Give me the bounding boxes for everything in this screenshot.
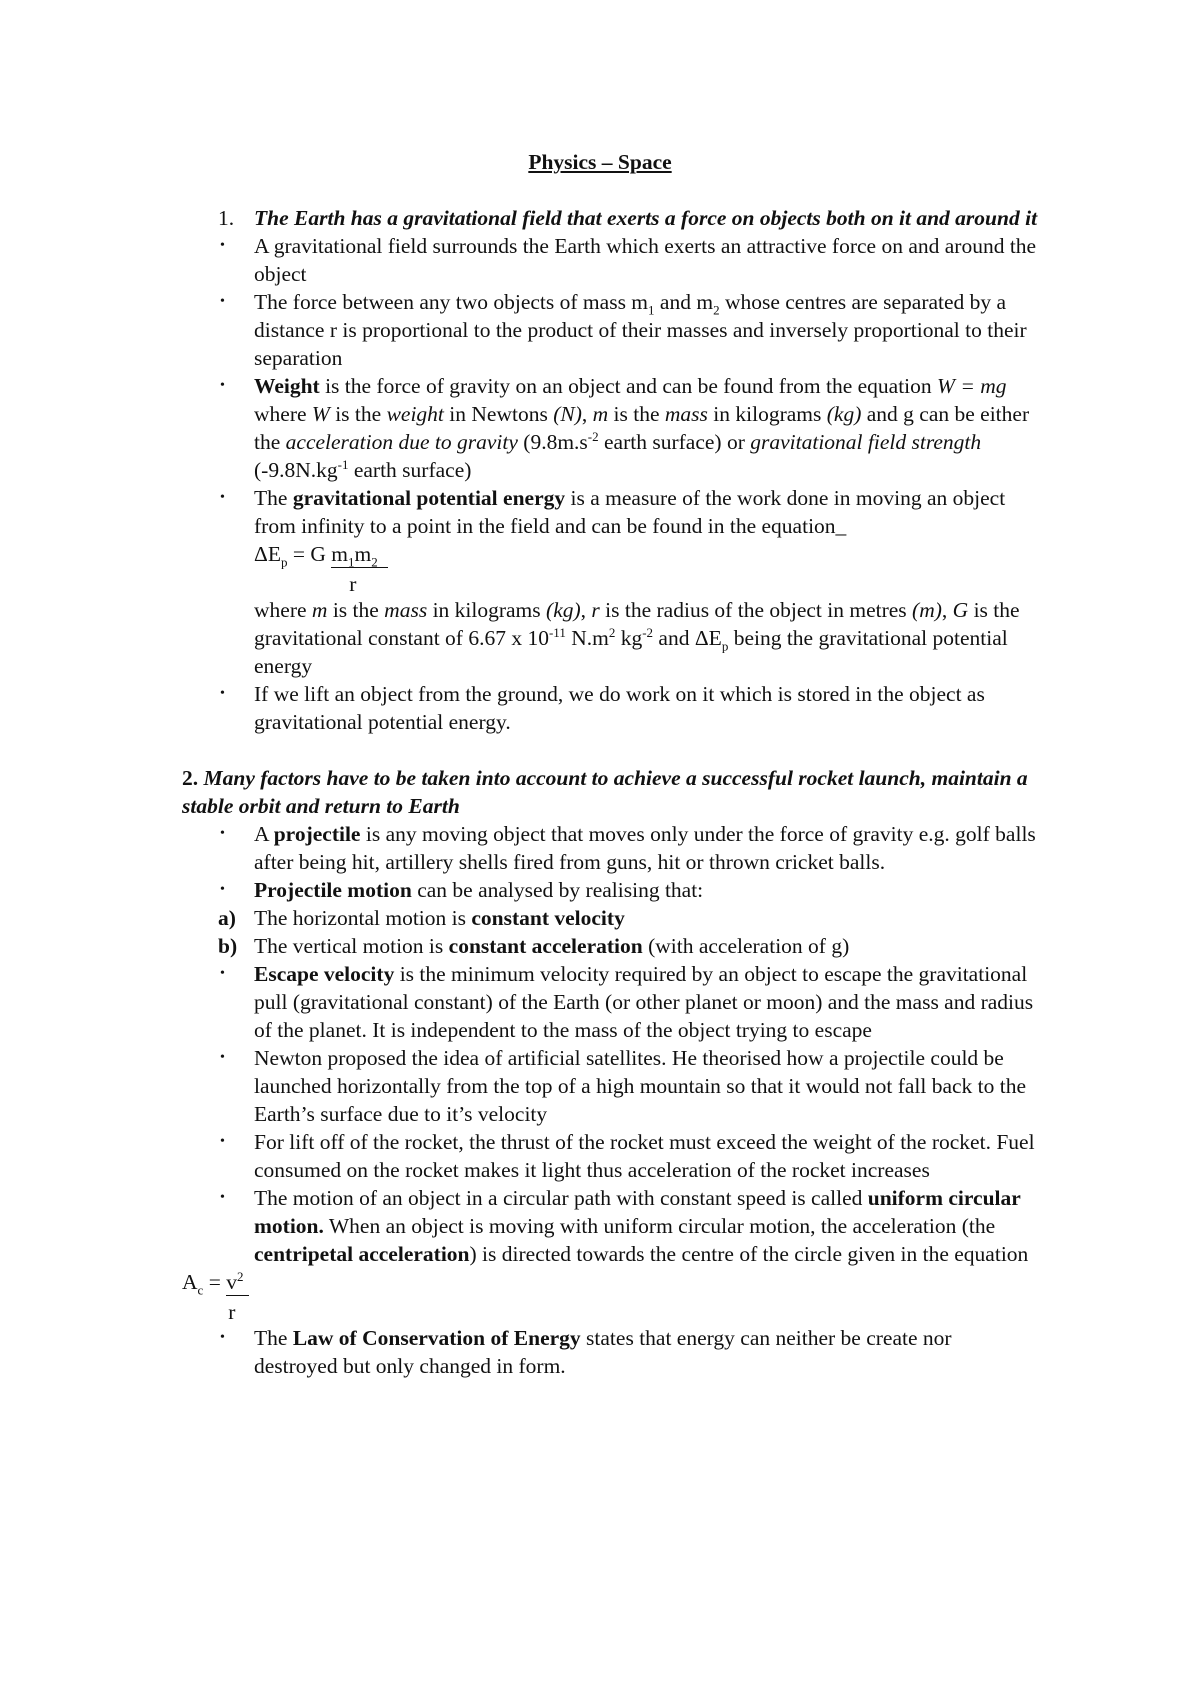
formula-numerator: $m_1m_2$ <box>331 541 388 568</box>
section-heading-text: Many factors have to be taken into account to achieve a successful rocket launch, maintain a stable orbit and return to Earth <box>182 766 1028 818</box>
bullet-icon: • <box>220 1190 225 1205</box>
centripetal-formula: $A_c = v^2$ r <box>182 1268 1038 1324</box>
bullet-icon: • <box>220 378 225 393</box>
list-item: • The gravitational potential energy is a measure of the work done in moving an object from infinity to a point in the field and can be found in the equation_ $\Delta E_p = G$ $m_1m_2$ r where m is the mass in kilograms (kg), r is the radius of the object in metres (m), G is the gravitational constant of 6.67 x $10^{-11}$ $N.m^2$ $kg^{-2}$ and $\Delta E_p$ being the gravitational potential energy <box>218 484 1038 680</box>
list-item-b: b) The vertical motion is constant acceleration (with acceleration of g) <box>218 934 850 958</box>
formula-numerator: $v^2$ <box>226 1269 249 1296</box>
bullet-icon: • <box>220 238 225 253</box>
list-item: • For lift off of the rocket, the thrust of the rocket must exceed the weight of the rocket. Fuel consumed on the rocket makes it light thus acceleration of the rocket increases <box>220 1130 1035 1182</box>
list-item: • The motion of an object in a circular path with constant speed is called uniform circular motion. When an object is moving with uniform circular motion, the acceleration (the centripetal acceleration) is directed towards the centre of the circle given in the equation <box>220 1186 1029 1266</box>
bullet-icon: • <box>220 490 225 505</box>
bullet-icon: • <box>220 1050 225 1065</box>
bullet-icon: • <box>220 882 225 897</box>
list-item: • Newton proposed the idea of artificial satellites. He theorised how a projectile could be launched horizontally from the top of a high mountain so that it would not fall back to the Earth’s surface due to it’s velocity <box>220 1046 1027 1126</box>
section-number: 1. <box>218 206 235 230</box>
section-1-heading <box>218 204 1038 232</box>
bullet-icon: • <box>220 966 225 981</box>
document-content <box>182 204 1038 1380</box>
page-title: Physics – Space <box>528 150 672 174</box>
bullet-icon: • <box>220 1134 225 1149</box>
list-item: • Escape velocity is the minimum velocity required by an object to escape the gravitational pull (gravitational constant) of the Earth (or other planet or moon) and the mass and radius of the planet. It is independent to the mass of the object trying to escape <box>220 962 1034 1042</box>
list-item: • Projectile motion can be analysed by realising that: <box>220 878 704 902</box>
gpe-formula: $\Delta E_p = G$ $m_1m_2$ r <box>254 540 1038 596</box>
formula-denominator: r <box>349 572 357 596</box>
bullet-icon: • <box>220 686 225 701</box>
list-item-a: a) The horizontal motion is constant velocity <box>218 906 625 930</box>
list-marker: b) <box>218 934 238 958</box>
list-marker: a) <box>218 906 236 930</box>
list-item: • The force between any two objects of mass $m_1$ and $m_2$ whose centres are separated by a distance r is proportional to the product of their masses and inversely proportional to their separation <box>220 290 1027 370</box>
list-item: • If we lift an object from the ground, we do work on it which is stored in the object as gravitational potential energy. <box>220 682 985 734</box>
section-2-heading <box>182 764 1038 820</box>
list-item: • A projectile is any moving object that moves only under the force of gravity e.g. golf balls after being hit, artillery shells fired from guns, hit or thrown cricket balls. <box>220 822 1036 874</box>
bullet-icon: • <box>220 826 225 841</box>
list-item: • A gravitational field surrounds the Earth which exerts an attractive force on and around the object <box>220 234 1037 286</box>
list-item: • The Law of Conservation of Energy states that energy can neither be create nor destroyed but only changed in form. <box>220 1326 952 1378</box>
formula-denominator: r <box>228 1300 236 1324</box>
bullet-icon: • <box>220 294 225 309</box>
section-number: 2. <box>182 766 199 790</box>
list-item: • Weight is the force of gravity on an object and can be found from the equation W = mg where W is the weight in Newtons (N), m is the mass in kilograms (kg) and g can be either the acceleration due to gravity ($9.8m.s^{-2}$ earth surface) or gravitational field strength ($-9.8N.kg^{-1}$ earth surface) <box>220 374 1030 482</box>
bullet-icon: • <box>220 1330 225 1345</box>
section-heading-text: The Earth has a gravitational field that exerts a force on objects both on it and around it <box>254 206 1038 230</box>
